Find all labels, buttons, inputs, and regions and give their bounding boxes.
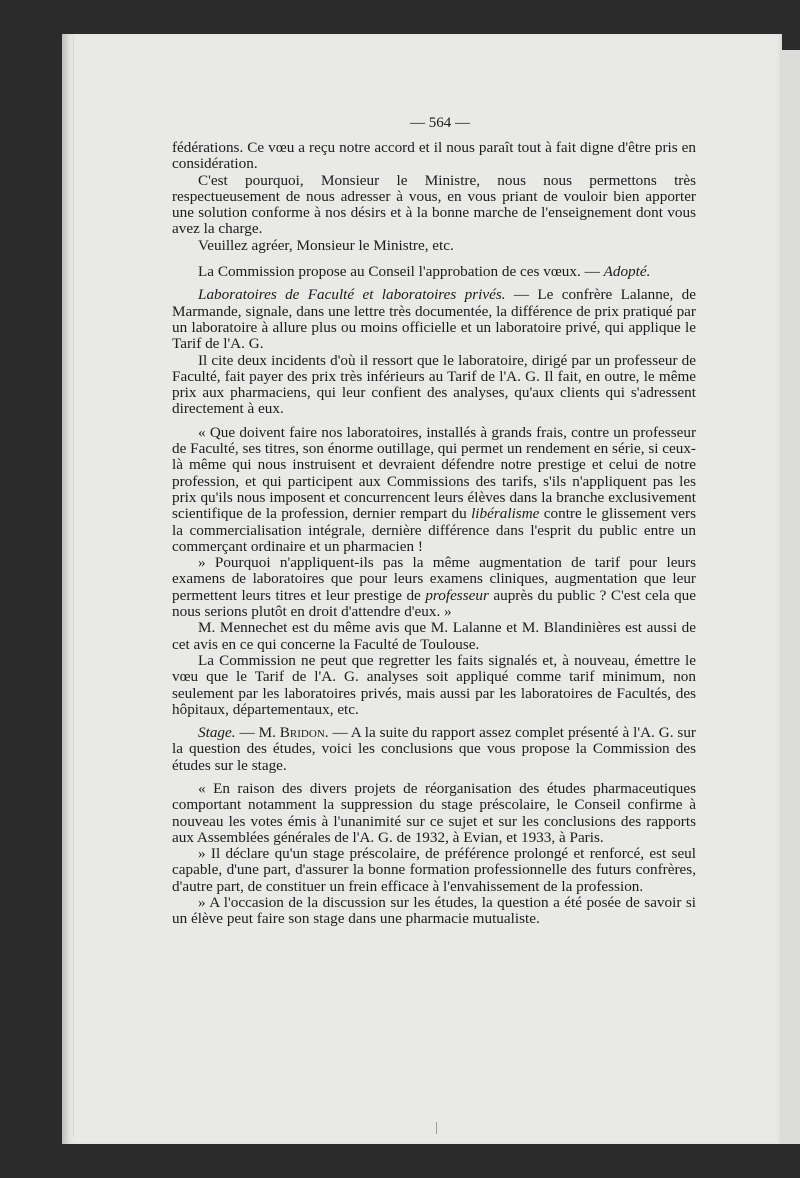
paragraph-12: « En raison des divers projets de réorganisation des études pharmaceutiques comportant notamment la suppression du stage préscolaire, le Conseil confirme à nouveau les votes émis à l'unanimité sur ce sujet et sur les conclusions des rapports aux Assemblées générales de l'A. G. de 1932, à Evian, et 1933, à Paris.: [172, 779, 696, 846]
paragraph-11-text-b: . — A la suite du rapport assez complet présenté à l'A. G. sur la question des études, voici les conclusions que vous propose la Commission des études sur le stage.: [172, 724, 696, 774]
paragraph-10: La Commission ne peut que regretter les faits signalés et, à nouveau, émettre le vœu que le Tarif de l'A. G. analyses soit appliqué comme tarif minimum, non seulement par les laboratoires privés, mais aussi par les laboratoires de Facultés, des hôpitaux, départementaux, etc.: [172, 651, 696, 718]
paragraph-11-name: Bridon: [279, 724, 325, 742]
paragraph-4: [172, 264, 696, 280]
paragraph-2: C'est pourquoi, Monsieur le Ministre, nous nous permettons très respectueusement de nous adresser à vous, en vous priant de vouloir bien apporter une solution conforme à nos désirs et à la bonne marche de l'enseignement dont vous avez la charge.: [172, 171, 696, 238]
underlying-sheet: [780, 50, 800, 1150]
paragraph-5: [172, 287, 696, 352]
document-body: [172, 140, 696, 928]
section-heading-stage: Stage.: [198, 724, 236, 742]
paragraph-8: [172, 555, 696, 620]
paragraph-7-text-b: contre le glissement vers la commercialisation intégrale, dernière différence dans l'esprit du public entre un commerçant ordinaire et un pharmacien !: [172, 505, 696, 555]
paragraph-8-text-a: » Pourquoi n'appliquent-ils pas la même augmentation de tarif pour leurs examens de laboratoires que pour leurs examens cliniques, augmentation que leur permettent leurs titres et leur prestige de: [172, 554, 696, 604]
page-binding-edge: [66, 36, 74, 1136]
section-heading-laboratoires: Laboratoires de Faculté et laboratoires privés.: [198, 286, 506, 304]
paragraph-8-italic: professeur: [425, 586, 489, 604]
paragraph-7-italic: libéralisme: [471, 505, 540, 523]
paragraph-4-adopted: Adopté.: [603, 263, 651, 281]
paragraph-1: fédérations. Ce vœu a reçu notre accord et il nous paraît tout à fait digne d'être pris en considération.: [172, 139, 696, 173]
paragraph-11: [172, 725, 696, 774]
paragraph-7-text-a: « Que doivent faire nos laboratoires, installés à grands frais, contre un professeur de Faculté, ses titres, son énorme outillage, qui permet un rendement en série, si ceux-là même qui nous instruisent et devraient défendre notre prestige et celui de notre profession, et qui participent aux Commissions des tarifs, s'ils n'appliquent pas les prix qu'ils nous imposent et concurrencent leurs élèves dans la branche exclusivement scientifique de la profession, dernier rempart du: [172, 423, 696, 523]
paragraph-11-text-a: — M.: [235, 724, 280, 742]
page-number: — 564 —: [410, 115, 470, 131]
paragraph-7: [172, 425, 696, 555]
paragraph-13: » Il déclare qu'un stage préscolaire, de préférence prolongé et renforcé, est seul capable, d'une part, d'assurer la bonne formation professionnelle des futurs confrères, d'autre part, de constituer un frein efficace à l'envahissement de la profession.: [172, 845, 696, 895]
paragraph-14: » A l'occasion de la discussion sur les études, la question a été posée de savoir si un élève peut faire son stage dans une pharmacie mutualiste.: [172, 894, 696, 928]
paragraph-8-text-b: auprès du public ? C'est cela que nous serions plutôt en droit d'attendre d'eux. »: [172, 586, 696, 621]
paragraph-5-text: — Le confrère Lalanne, de Marmande, signale, dans une lettre très documentée, la différence de prix pratiqué par un laboratoire à allure plus ou moins officielle et un laboratoire privé, qui applique le Tarif de l'A. G.: [172, 286, 696, 353]
paragraph-9: M. Mennechet est du même avis que M. Lalanne et M. Blandinières est aussi de cet avis en ce qui concerne la Faculté de Toulouse.: [172, 619, 696, 653]
paragraph-4-text: La Commission propose au Conseil l'approbation de ces vœux. —: [198, 263, 600, 281]
scan-background: [0, 1144, 800, 1178]
paragraph-6: Il cite deux incidents d'où il ressort que le laboratoire, dirigé par un professeur de Faculté, fait payer des prix très inférieurs au Tarif de l'A. G. Il fait, en outre, le même prix aux pharmaciens, qui leur confient des analyses, qu'aux clients qui s'adressent directement à eux.: [172, 351, 696, 418]
scan-mark: [436, 1122, 437, 1134]
paragraph-3: Veuillez agréer, Monsieur le Ministre, etc.: [198, 236, 454, 254]
